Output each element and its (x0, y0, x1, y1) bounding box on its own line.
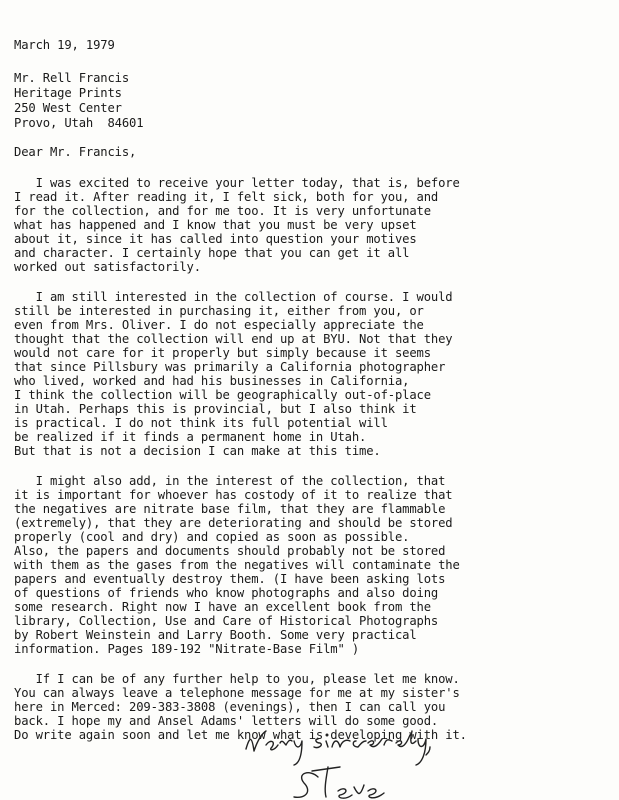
paragraph-2-line: thought that the collection will end up at BYU. Not that they (14, 332, 453, 346)
paragraph-4-line: back. I hope my and Ansel Adams' letters will do some good. (14, 714, 439, 728)
paragraph-1-line: I read it. After reading it, I felt sick, both for you, and (14, 190, 439, 204)
paragraph-2-line: in Utah. Perhaps this is provincial, but I also think it (14, 402, 417, 416)
paragraph-3-line: by Robert Weinstein and Larry Booth. Some very practical (14, 628, 417, 642)
paragraph-2-line: is practical. I do not think its full potential will (14, 416, 388, 430)
paragraph-1-line: for the collection, and for me too. It is very unfortunate (14, 204, 431, 218)
paragraph-2-line: even from Mrs. Oliver. I do not especially appreciate the (14, 318, 424, 332)
paragraph-4-line: If I can be of any further help to you, please let me know. (14, 672, 460, 686)
paragraph-3-line: (extremely), that they are deteriorating and should be stored (14, 516, 453, 530)
paragraph-1-line: what has happened and I know that you must be very upset (14, 218, 417, 232)
paragraph-1-line: worked out satisfactorily. (14, 260, 201, 274)
paragraph-2-line: But that is not a decision I can make at this time. (14, 444, 381, 458)
recipient-street: 250 West Center (14, 101, 122, 115)
paragraph-2-line: would not care for it properly but simply because it seems (14, 346, 431, 360)
recipient-company: Heritage Prints (14, 86, 122, 100)
paragraph-4-line: You can always leave a telephone message for me at my sister's (14, 686, 460, 700)
paragraph-2-line: I think the collection will be geographically out-of-place (14, 388, 431, 402)
recipient-name: Mr. Rell Francis (14, 71, 129, 85)
handwritten-signature (240, 705, 480, 800)
paragraph-3-line: some research. Right now I have an excellent book from the (14, 600, 431, 614)
salutation: Dear Mr. Francis, (14, 145, 137, 159)
paragraph-3-line: I might also add, in the interest of the collection, that (14, 474, 446, 488)
paragraph-3-line: of questions of friends who know photographs and also doing (14, 586, 439, 600)
paragraph-2-line: that since Pillsbury was primarily a California photographer (14, 360, 446, 374)
paragraph-1-line: and character. I certainly hope that you can get it all (14, 246, 410, 260)
paragraph-1-line: about it, since it has called into question your motives (14, 232, 417, 246)
paragraph-1-line: I was excited to receive your letter today, that is, before (14, 176, 460, 190)
paragraph-2-line: still be interested in purchasing it, either from you, or (14, 304, 424, 318)
paragraph-2-line: be realized if it finds a permanent home in Utah. (14, 430, 367, 444)
paragraph-2-line: I am still interested in the collection of course. I would (14, 290, 453, 304)
paragraph-4-line: here in Merced: 209-383-3808 (evenings), then I can call you (14, 700, 446, 714)
paragraph-2-line: who lived, worked and had his businesses in California, (14, 374, 410, 388)
letter-date: March 19, 1979 (14, 38, 115, 52)
paragraph-3-line: properly (cool and dry) and copied as soon as possible. (14, 530, 410, 544)
paragraph-4-line: Do write again soon and let me know what is developing with it. (14, 728, 467, 742)
recipient-city: Provo, Utah 84601 (14, 116, 144, 130)
paragraph-3-line: the negatives are nitrate base film, that they are flammable (14, 502, 446, 516)
paragraph-3-line: it is important for whoever has costody of it to realize that (14, 488, 453, 502)
paragraph-3-line: Also, the papers and documents should probably not be stored (14, 544, 446, 558)
paragraph-3-line: information. Pages 189-192 "Nitrate-Base Film" ) (14, 642, 359, 656)
paragraph-3-line: library, Collection, Use and Care of Historical Photographs (14, 614, 439, 628)
paragraph-3-line: with them as the gases from the negatives will contaminate the (14, 558, 460, 572)
paragraph-3-line: papers and eventually destroy them. (I have been asking lots (14, 572, 446, 586)
